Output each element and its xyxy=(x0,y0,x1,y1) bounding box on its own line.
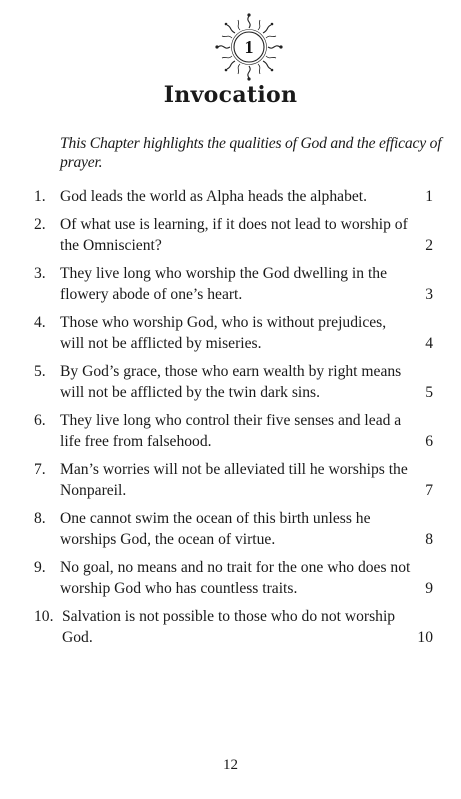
verse-text: Man’s worries will not be alleviated till he worships the Nonpareil. xyxy=(60,461,408,499)
verse-text: By God’s grace, those who earn wealth by right means will not be afflicted by the twin dark sins. xyxy=(60,363,402,401)
verse-number: 10. xyxy=(34,608,54,625)
verse-ref: 5 xyxy=(425,384,433,401)
verse-number: 5. xyxy=(34,363,46,380)
verse-item xyxy=(34,459,439,501)
verse-number: 2. xyxy=(34,216,46,233)
verse-number: 4. xyxy=(34,314,46,331)
verse-number: 7. xyxy=(34,461,46,478)
verse-item xyxy=(34,214,439,256)
verse-ref: 6 xyxy=(425,433,433,450)
verse-item xyxy=(34,557,439,599)
verse-number: 6. xyxy=(34,412,46,429)
chapter-number: 1 xyxy=(244,37,254,57)
chapter-intro: This Chapter highlights the qualities of God and the efficacy of prayer. xyxy=(60,135,442,171)
verse-item xyxy=(34,361,439,403)
verse-number: 3. xyxy=(34,265,46,282)
verse-item xyxy=(34,186,439,207)
verse-text: They live long who worship the God dwelling in the flowery abode of one’s heart. xyxy=(60,265,387,303)
verse-text: God leads the world as Alpha heads the alphabet. xyxy=(60,188,368,205)
verse-ref: 9 xyxy=(425,580,433,597)
verse-text: Of what use is learning, if it does not lead to worship of the Omniscient? xyxy=(60,216,408,254)
verse-text: Those who worship God, who is without prejudices, will not be afflicted by miseries. xyxy=(60,314,387,352)
verse-item xyxy=(34,312,439,354)
verse-list xyxy=(34,186,439,655)
verse-ref: 8 xyxy=(425,531,433,548)
verse-number: 8. xyxy=(34,510,46,527)
verse-item xyxy=(34,508,439,550)
verse-ref: 2 xyxy=(425,237,433,254)
verse-number: 1. xyxy=(34,188,46,205)
verse-ref: 1 xyxy=(425,188,433,205)
verse-text: One cannot swim the ocean of this birth unless he worships God, the ocean of virtue. xyxy=(60,510,371,548)
verse-number: 9. xyxy=(34,559,46,576)
verse-item xyxy=(34,263,439,305)
page-number: 12 xyxy=(223,757,238,773)
verse-ref: 4 xyxy=(425,335,433,352)
verse-ref: 3 xyxy=(425,286,433,303)
verse-item xyxy=(34,606,439,648)
verse-text: No goal, no means and no trait for the one who does not worship God who has countless traits. xyxy=(60,559,411,597)
verse-ref: 10 xyxy=(417,629,433,646)
verse-ref: 7 xyxy=(425,482,433,499)
verse-text: Salvation is not possible to those who do not worship God. xyxy=(62,608,396,646)
verse-text: They live long who control their five senses and lead a life free from falsehood. xyxy=(60,412,402,450)
chapter-title: Invocation xyxy=(163,82,298,108)
verse-item xyxy=(34,410,439,452)
